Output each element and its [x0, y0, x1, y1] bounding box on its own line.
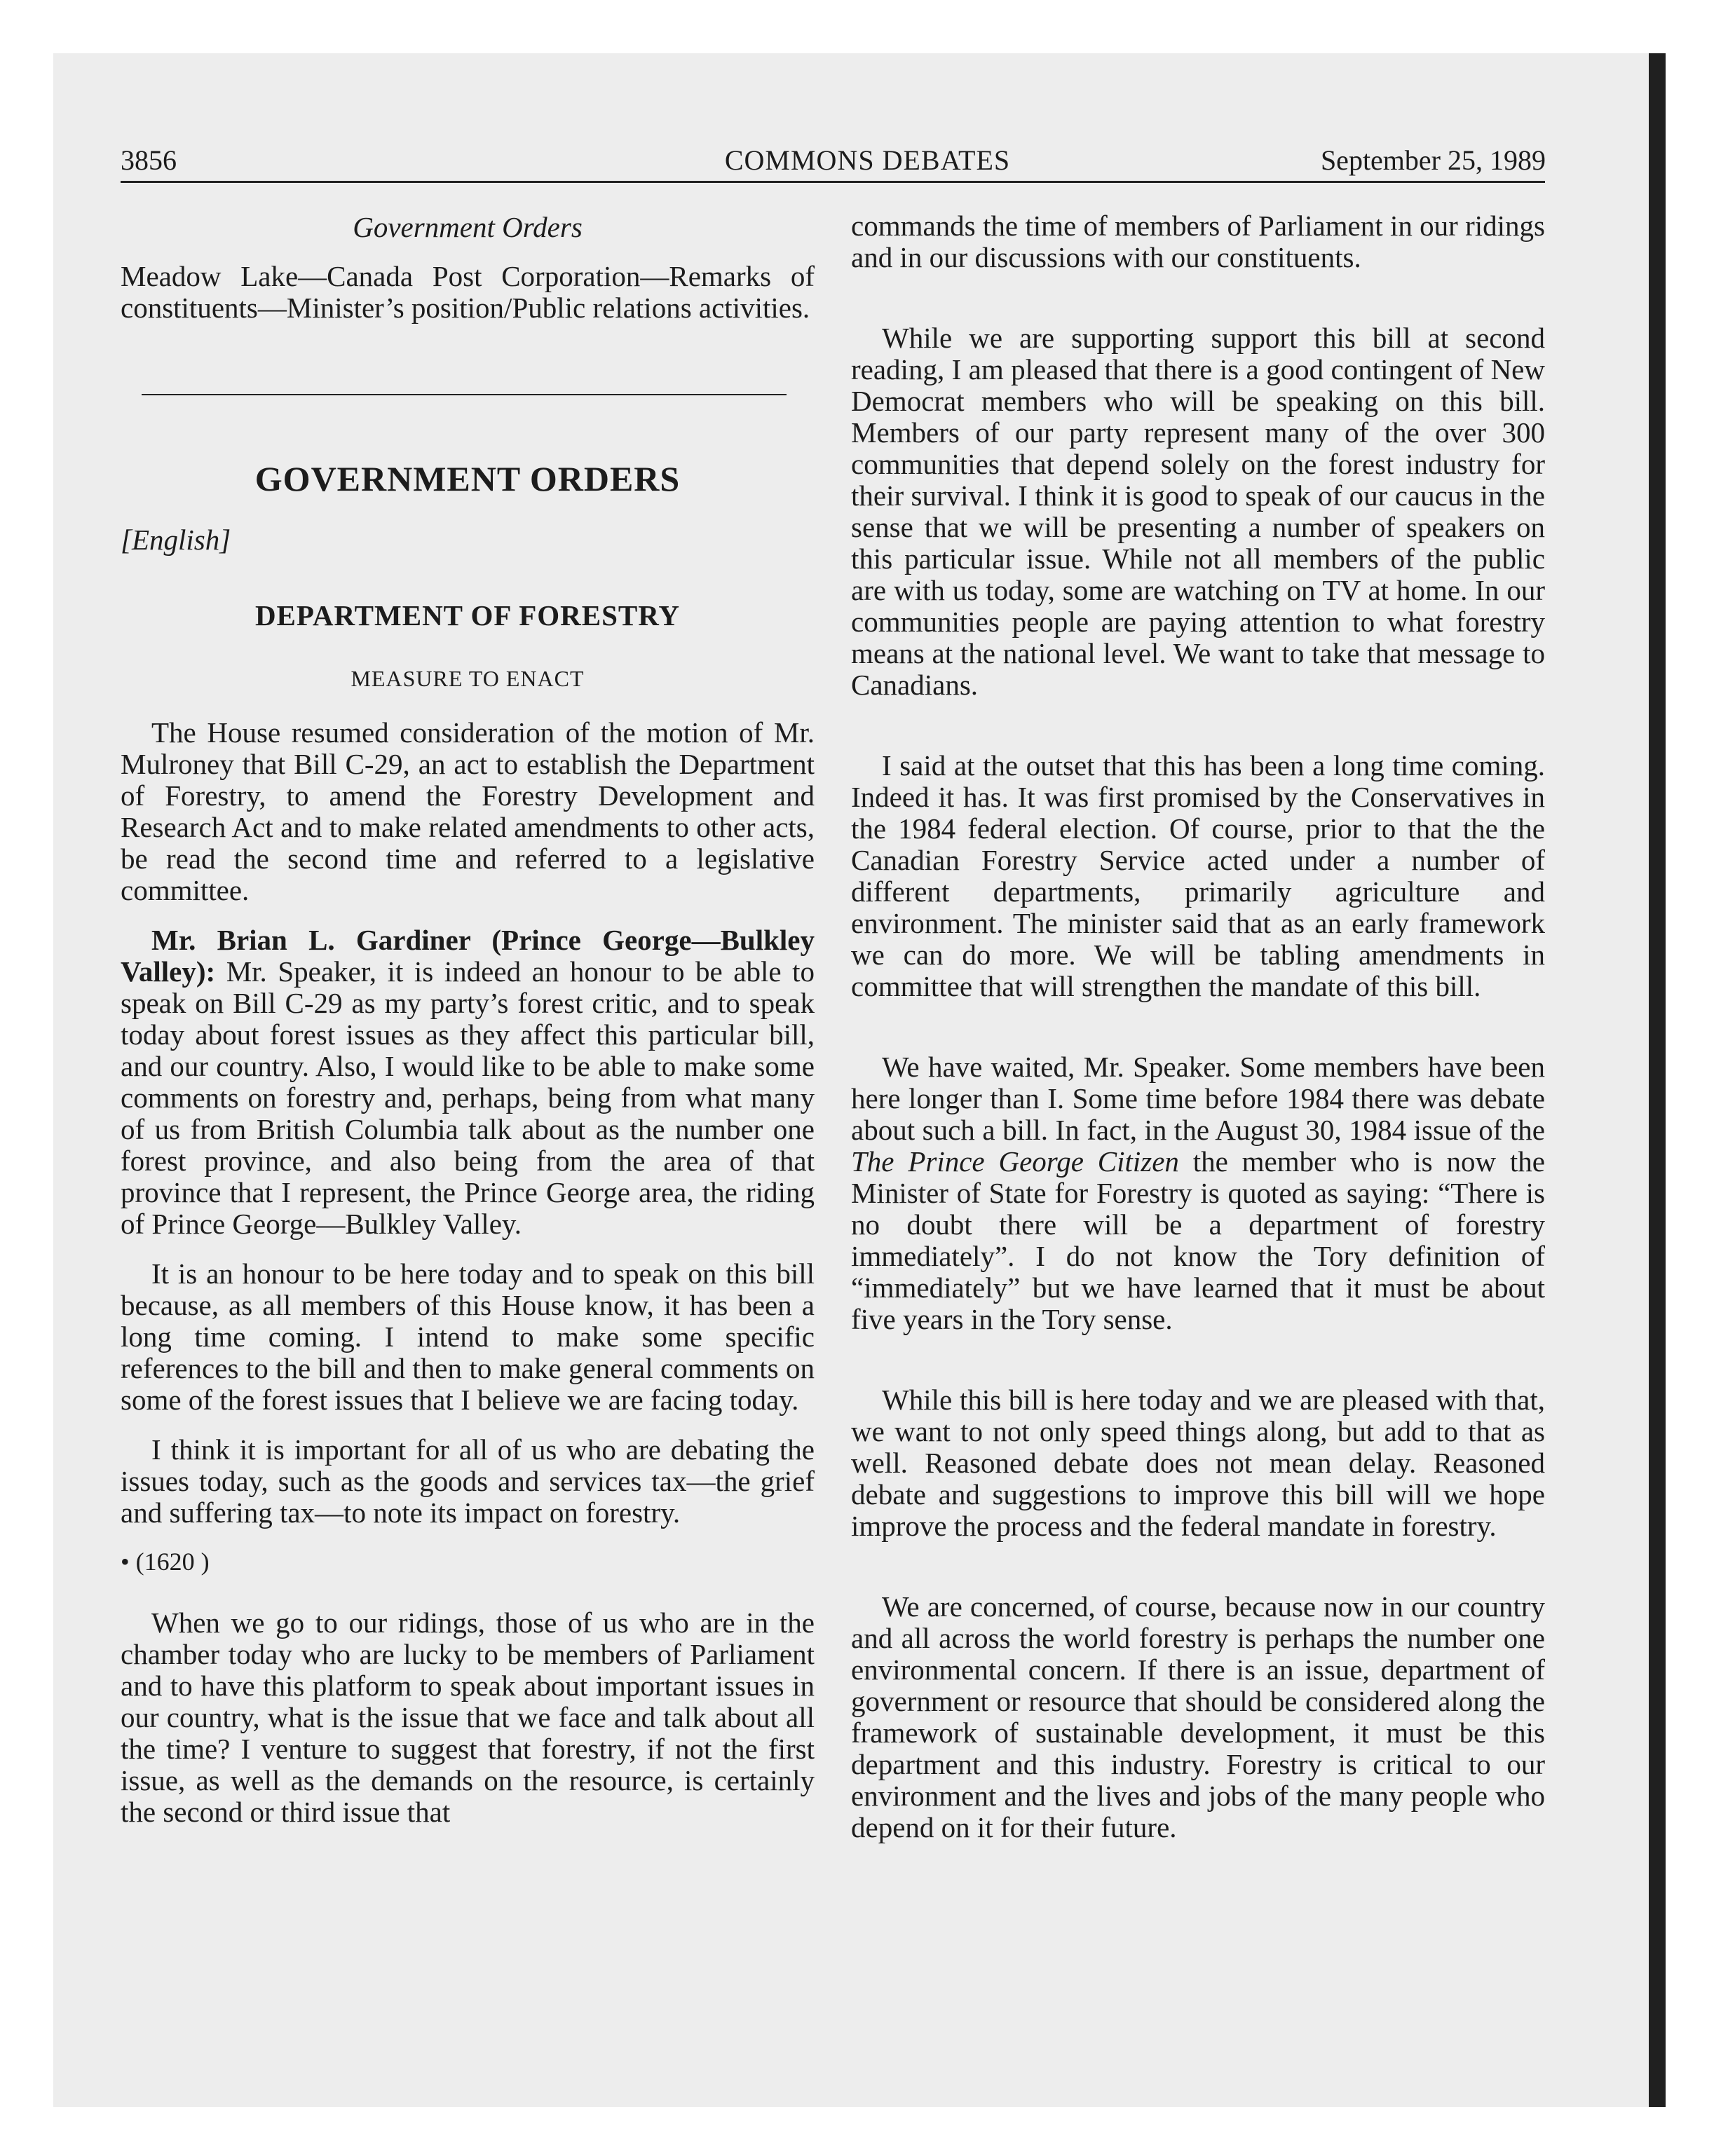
- publication-title: COMMONS DEBATES: [724, 144, 1011, 176]
- newspaper-title: The Prince George Citizen: [851, 1145, 1179, 1178]
- paragraph-text: the member who is now the Minister of State for Forestry is quoted as saying: “There is no doubt there will be a department of forestry immediately”. I do not know the Tory definition of “immediately” but we have learned that it must be about five years in the Tory sense.: [851, 1145, 1545, 1335]
- left-column: [121, 210, 815, 1846]
- paragraph: While we are supporting support this bill at second reading, I am pleased that there is a good contingent of New Democrat members who will be speaking on this bill. Members of our party represent many of the over 300 communities that depend solely on the forest industry for their survival. I think it is good to speak of our caucus in the sense that we will be presenting a number of speakers on this particular issue. While not all members of the public are with us today, some are watching on TV at home. In our communities people are paying attention to what forestry means at the national level. We want to take that message to Canadians.: [851, 322, 1545, 701]
- paragraph: commands the time of members of Parliament in our ridings and in our discussions with our constituents.: [851, 210, 1545, 273]
- right-column: [851, 210, 1545, 1892]
- header-date: September 25, 1989: [1320, 144, 1546, 176]
- measure-heading: MEASURE TO ENACT: [351, 666, 585, 691]
- paragraph: When we go to our ridings, those of us who are in the chamber today who are lucky to be members of Parliament and to have this platform to speak about important issues in our country, what is the issue that we face and talk about all the time? I venture to suggest that forestry, if not the first issue, as well as the demands on the resource, is certainly the second or third issue that: [121, 1606, 815, 1828]
- paragraph: I think it is important for all of us who are debating the issues today, such as the goods and services tax—the grief and suffering tax—to note its impact on forestry.: [121, 1433, 815, 1529]
- binding-edge: [1649, 53, 1666, 2107]
- department-heading: DEPARTMENT OF FORESTRY: [254, 599, 681, 632]
- paragraph: It is an honour to be here today and to speak on this bill because, as all members of this House know, it has been a long time coming. I intend to make some specific references to the bill and then to make general comments on some of the forest issues that I believe we are facing today.: [121, 1257, 815, 1416]
- header-rule: [121, 181, 1545, 183]
- time-stamp: • (1620 ): [121, 1548, 210, 1576]
- section-label: Government Orders: [353, 211, 583, 243]
- index-entry: Meadow Lake—Canada Post Corporation—Remarks of constituents—Minister’s position/Public relations activities.: [121, 260, 815, 324]
- paragraph: The House resumed consideration of the motion of Mr. Mulroney that Bill C-29, an act to establish the Department of Forestry, to amend the Forestry Development and Research Act and to make related amendments to other acts, be read the second time and referred to a legislative committee.: [121, 716, 815, 906]
- speech-text: Mr. Speaker, it is indeed an honour to be able to speak on Bill C-29 as my party’s forest critic, and to speak today about forest issues as they affect this particular bill, and our country. Also, I would like to be able to make some comments on forestry and, perhaps, being from what many of us from British Columbia talk about as the number one forest province, and also being from the area of that province that I represent, the Prince George area, the riding of Prince George—Bulkley Valley.: [121, 955, 815, 1240]
- speaker-name: Mr. Brian L. Gardiner (Prince George—Bulkley Valley):: [121, 924, 815, 988]
- section-heading: GOVERNMENT ORDERS: [254, 459, 681, 498]
- speech-paragraph: [121, 925, 815, 1240]
- paragraph: We are concerned, of course, because now in our country and all across the world forestry is perhaps the number one environmental concern. If there is an issue, department of government or resource that should be considered along the framework of sustainable development, it must be this department and this industry. Forestry is critical to our environment and the lives and jobs of the many people who depend on it for their future.: [851, 1590, 1545, 1843]
- paragraph: I said at the outset that this has been a long time coming. Indeed it has. It was first promised by the Conservatives in the 1984 federal election. Of course, prior to that the the Canadian Forestry Service acted under a number of different departments, primarily agriculture and environment. The minister said that as an early framework we can do more. We will be tabling amendments in committee that will strengthen the mandate of this bill.: [851, 749, 1545, 1002]
- paragraph-text: We have waited, Mr. Speaker. Some members have been here longer than I. Some time before 1984 there was debate about such a bill. In fact, in the August 30, 1984 issue of the: [851, 1051, 1545, 1146]
- language-tag: [English]: [121, 524, 231, 556]
- paragraph: [851, 1051, 1545, 1335]
- section-divider: [142, 394, 787, 395]
- page-number: 3856: [121, 144, 177, 176]
- paragraph: While this bill is here today and we are pleased with that, we want to not only speed things along, but add to that as well. Reasoned debate does not mean delay. Reasoned debate and suggestions to improve this bill will we hope improve the process and the federal mandate in forestry.: [851, 1384, 1545, 1542]
